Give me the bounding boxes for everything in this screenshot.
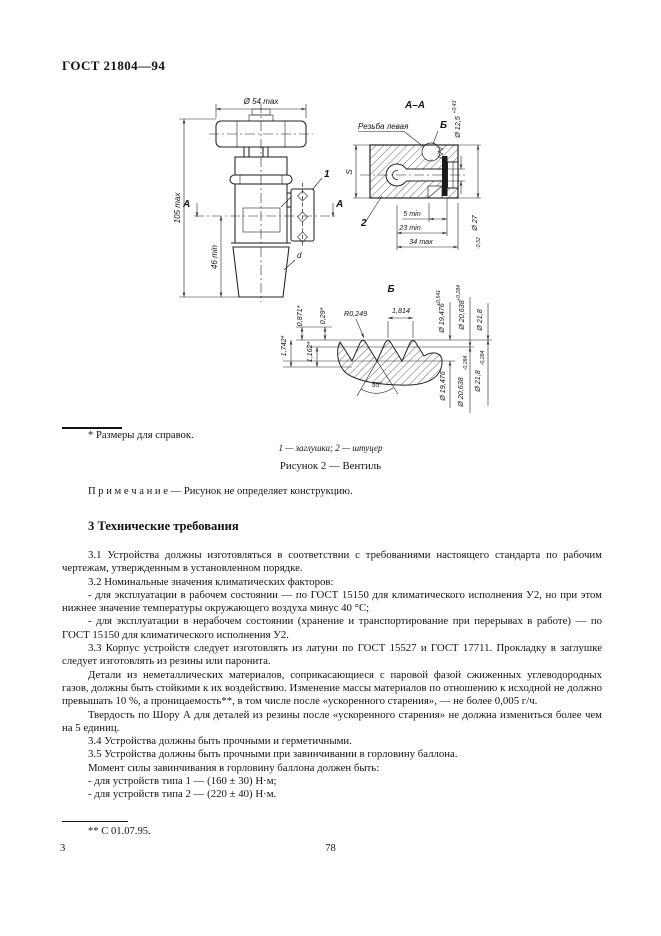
paragraph-3-2: 3.2 Номинальные значения климатических факторов: xyxy=(88,575,334,588)
dim-height-105: 105 max xyxy=(173,192,182,224)
section-body xyxy=(62,549,602,802)
list-item-climate-2: - для эксплуатации в нерабочем состоянии (хранение и транспортирование при перерывах в работе) — по ГОСТ 15150 для климатического исполнения У2. xyxy=(62,615,602,641)
sheet-number: 78 xyxy=(325,843,336,854)
paragraph-3-3: 3.3 Корпус устройств следует изготовлять из латуни по ГОСТ 15527 и ГОСТ 17711. Прокладку в заглушке следует изготовлять из резины или паронита. xyxy=(62,642,602,668)
detail-title: Б xyxy=(387,284,395,295)
dim-outer-tolerance: -0,52 xyxy=(476,237,482,249)
dim-pitch: 1,814 xyxy=(392,306,410,315)
figure-legend: 1 — заглушка; 2 — штуцер xyxy=(278,443,383,453)
paragraph-3-5: 3.5 Устройства должны быть прочными при завинчивании в горловину баллона. xyxy=(88,748,458,761)
figure-drawing xyxy=(0,85,661,430)
dim-d20-tol-bot: -0,284 xyxy=(463,355,469,371)
dim-crest-radius: R0,249 xyxy=(344,309,368,318)
dim-d218-bot: Ø 21,8 xyxy=(473,370,482,392)
section-letter-left: А xyxy=(183,199,191,210)
list-item-torque-1: - для устройств типа 1 — (160 ± 30) Н·м; xyxy=(88,775,277,788)
footnote-rule-2 xyxy=(62,821,128,822)
dim-thread-angle: 55° xyxy=(371,380,383,389)
dim-d218-top: Ø 21,8 xyxy=(475,309,484,331)
dim-len-34: 34 max xyxy=(409,237,433,246)
figure-footnote: * Размеры для справок. xyxy=(88,430,194,441)
dim-bore-tolerance: +0,43 xyxy=(452,100,458,114)
figure-caption: Рисунок 2 — Вентиль xyxy=(279,460,382,472)
paragraph-3-4: 3.4 Устройства должны быть прочными и герметичными. xyxy=(88,735,352,748)
thread-note: Резьба левая xyxy=(358,122,409,131)
dim-depth-1742: 1,742* xyxy=(279,335,288,357)
standard-designation: ГОСТ 21804—94 xyxy=(62,58,166,73)
list-item-torque-2: - для устройств типа 2 — (220 ± 40) Н·м. xyxy=(88,788,277,801)
valve-front-view xyxy=(173,97,343,302)
dim-d20-tol-top: +0,284 xyxy=(456,284,462,302)
dim-len-5: 5 min xyxy=(403,209,421,218)
detail-ref-letter: Б xyxy=(440,120,448,131)
paragraph-nonmetal: Детали из неметаллических материалов, соприкасающиеся с паровой фазой сжиженных углеводородных газов, должны быть стойкими к их воздействию. Изменение массы материалов по отношению к исходной не должно превышать 10 %, а проницаемость**, в том числе после «ускоренного старения», — не более 0,005 г/ч. xyxy=(62,668,602,708)
paragraph-3-1: 3.1 Устройства должны изготовляться в соответствии с требованиями настоящего стандарта по рабочим чертежам, утвержденным в установленном порядке. xyxy=(62,549,602,575)
list-item-climate-1: - для эксплуатации в рабочем состоянии — по ГОСТ 15150 для климатического исполнения У2, но при этом нижнее значение температуры окружающего воздуха минус 40 °С; xyxy=(62,588,602,615)
dim-depth-0871: 0,871* xyxy=(295,305,304,327)
dim-len-23: 23 min xyxy=(399,223,421,232)
paragraph-hardness: Твердость по Шору А для деталей из резины после «ускоренного старения» не должна измениться более чем на 5 единиц. xyxy=(62,708,602,734)
section-view-aa xyxy=(345,100,482,250)
detail-view-b xyxy=(279,284,492,413)
figure-note: П р и м е ч а н и е — Рисунок не определяет конструкцию. xyxy=(88,486,353,497)
dim-handle-diameter: Ø 54 max xyxy=(243,97,279,106)
dim-depth-029: 0,29* xyxy=(318,307,327,325)
callout-pos2: 2 xyxy=(361,218,367,229)
valve-drawing xyxy=(0,85,661,430)
section-title: А–А xyxy=(404,100,426,111)
date-footnote: ** С 01.07.95. xyxy=(88,826,151,837)
dim-wrench-size: S xyxy=(345,169,354,175)
dim-bore-diameter: Ø 12,5 xyxy=(453,116,462,138)
dim-d218-tol-bot: -0,284 xyxy=(480,350,486,366)
dim-depth-1162: 1,162* xyxy=(305,341,314,363)
page-number: 3 xyxy=(60,843,66,854)
section-heading: 3 Технические требования xyxy=(88,519,239,533)
dim-d19-bot: Ø 19,476 xyxy=(438,371,447,401)
dim-d19-tol: +0,541 xyxy=(436,289,442,307)
dim-d20-bot: Ø 20,638 xyxy=(456,377,465,407)
dim-height-46: 46 min xyxy=(210,244,219,270)
callout-d: d xyxy=(297,251,302,260)
dim-d19-top: Ø 19,476 xyxy=(437,303,446,333)
footnote-rule xyxy=(62,427,122,429)
dim-d20-top: Ø 20,638 xyxy=(457,300,466,330)
plug-seal xyxy=(442,156,448,196)
callout-pos1: 1 xyxy=(324,169,330,180)
dim-outer-diameter: Ø 27 xyxy=(470,215,479,231)
section-letter-right: А xyxy=(336,199,344,210)
paragraph-torque: Момент силы завинчивания в горловину баллона должен быть: xyxy=(88,761,380,774)
